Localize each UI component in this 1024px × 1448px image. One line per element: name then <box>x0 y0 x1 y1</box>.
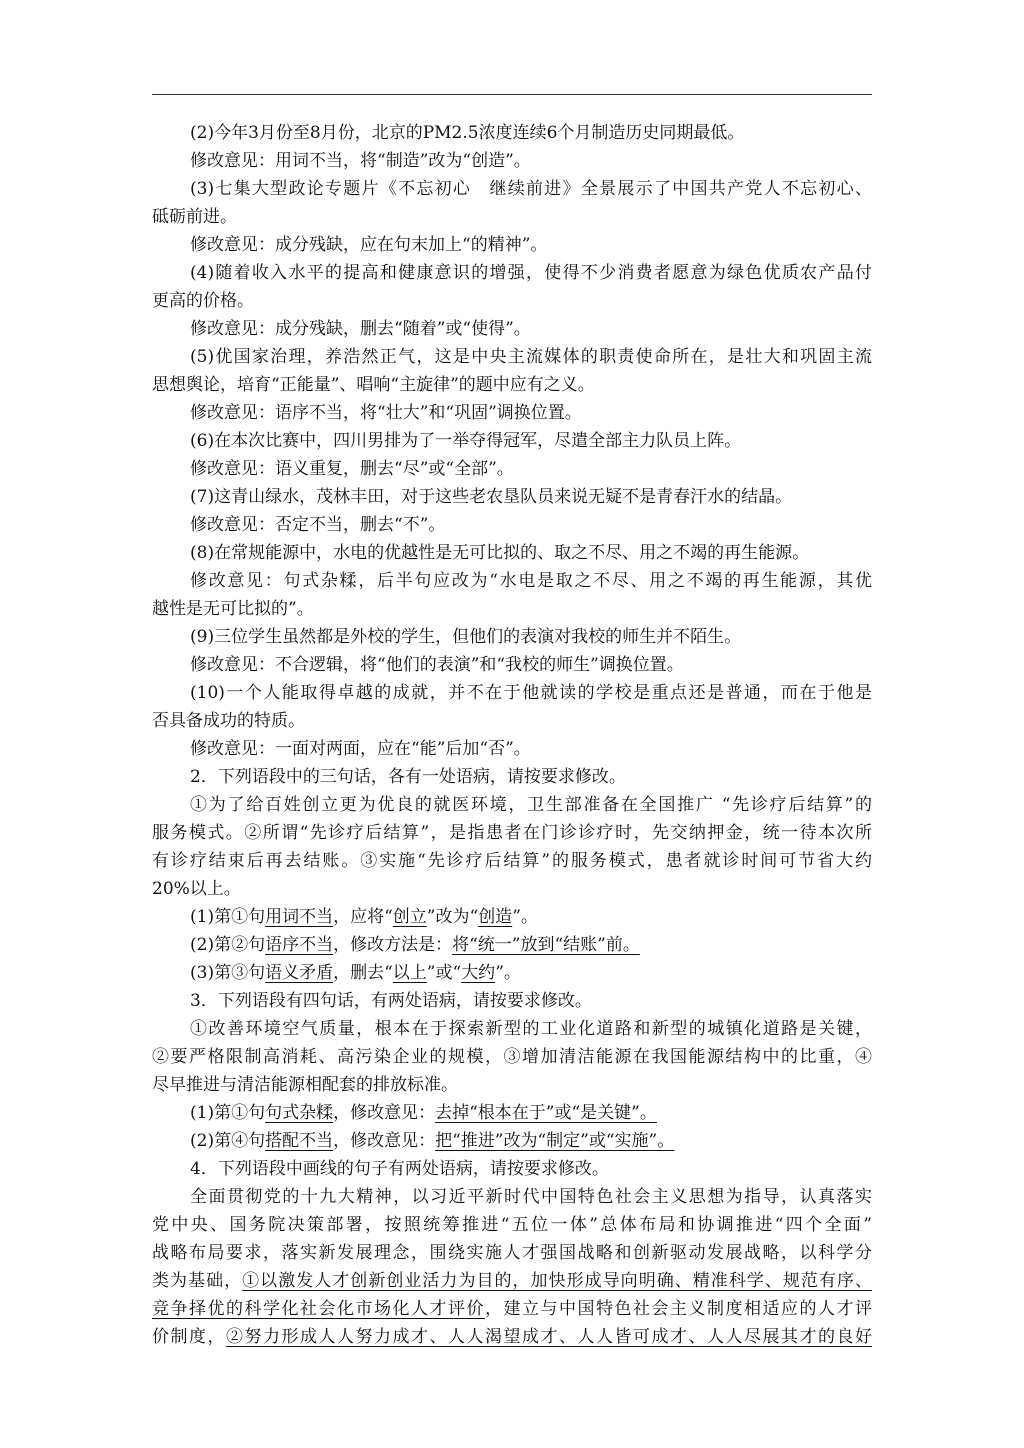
text-line <box>152 147 872 175</box>
text-line <box>152 399 872 427</box>
underlined-text: 去掉“根本在于”或“是关键”。 <box>435 1103 657 1123</box>
text-segment: ，修改意见： <box>333 1131 436 1151</box>
text-line <box>152 539 872 567</box>
underlined-text: 把“推进”改为“制定”或“实施”。 <box>435 1131 675 1151</box>
text-segment: 修改意见：不合逻辑，将“他们的表演”和“我校的师生”调换位置。 <box>190 655 684 675</box>
text-segment: 战略布局要求，落实新发展理念，围绕实施人才强国战略和创新驱动发展战略，以科学分 <box>152 1243 872 1263</box>
text-line <box>152 1099 872 1127</box>
text-line <box>152 231 872 259</box>
text-segment: (3)七集大型政论专题片《不忘初心 继续前进》全景展示了中国共产党人不忘初心、 <box>190 179 872 199</box>
text-line <box>152 427 872 455</box>
text-line <box>152 707 872 735</box>
text-segment: (5)优国家治理，养浩然正气，这是中央主流媒体的职责使命所在，是壮大和巩固主流 <box>190 347 872 367</box>
header-rule <box>152 94 872 95</box>
text-segment: 有诊疗结束后再去结账。③实施“先诊疗后结算”的服务模式，患者就诊时间可节省大约 <box>152 851 872 871</box>
text-segment: ，建立与中国特色社会主义制度相适应的人才评 <box>485 1299 872 1319</box>
underlined-text: 将“统一”放到“结账”前。 <box>452 935 640 955</box>
text-segment: ”。 <box>495 963 521 983</box>
text-segment: (10)一个人能取得卓越的成就，并不在于他就读的学校是重点还是普通，而在于他是 <box>190 683 872 703</box>
text-line <box>152 959 872 987</box>
text-line <box>152 1015 872 1043</box>
text-segment: ，修改方法是： <box>333 935 453 955</box>
text-segment: ，删去“ <box>333 963 393 983</box>
text-segment: (1)第①句 <box>190 1103 266 1123</box>
text-line <box>152 287 872 315</box>
underlined-text: 大约 <box>461 963 496 983</box>
text-segment: ①为了给百姓创立更为优良的就医环境，卫生部准备在全国推广 “先诊疗后结算”的 <box>190 795 872 815</box>
text-segment: 越性是无可比拟的”。 <box>152 599 314 619</box>
text-line <box>152 679 872 707</box>
text-segment: ②要严格限制高消耗、高污染企业的规模，③增加清洁能源在我国能源结构中的比重，④ <box>152 1047 872 1067</box>
underlined-text: 用词不当 <box>265 907 334 927</box>
text-line <box>152 1043 872 1071</box>
document-body <box>152 119 872 1351</box>
text-segment: 修改意见：否定不当，删去“不”。 <box>190 515 446 535</box>
underlined-text: 搭配不当 <box>265 1131 334 1151</box>
text-segment: 思想舆论，培育“正能量”、唱响“主旋律”的题中应有之义。 <box>152 375 595 395</box>
text-line <box>152 1183 872 1211</box>
text-segment: 20%以上。 <box>152 879 241 899</box>
text-line <box>152 987 872 1015</box>
text-segment: (2)第④句 <box>190 1131 266 1151</box>
text-segment: 类为基础， <box>152 1271 243 1291</box>
text-segment: ，修改意见： <box>333 1103 436 1123</box>
text-segment: ，应将“ <box>333 907 393 927</box>
text-line <box>152 1239 872 1267</box>
underlined-text: 语义矛盾 <box>265 963 334 983</box>
text-segment: 3．下列语段有四句话，有两处语病，请按要求修改。 <box>190 991 592 1011</box>
text-segment: 修改意见：成分残缺，应在句末加上“的精神”。 <box>190 235 548 255</box>
text-segment: (4)随着收入水平的提高和健康意识的增强，使得不少消费者愿意为绿色优质农产品付 <box>190 263 872 283</box>
text-line <box>152 623 872 651</box>
text-line <box>152 1267 872 1295</box>
text-segment: ”。 <box>512 907 538 927</box>
text-segment: 党中央、国务院决策部署，按照统筹推进“五位一体”总体布局和协调推进“四个全面” <box>152 1215 872 1235</box>
text-line <box>152 595 872 623</box>
text-segment: 修改意见：语序不当，将“壮大”和“巩固”调换位置。 <box>190 403 582 423</box>
text-line <box>152 735 872 763</box>
text-line <box>152 875 872 903</box>
text-line <box>152 175 872 203</box>
text-line <box>152 903 872 931</box>
text-segment: 修改意见：句式杂糅，后半句应改为“水电是取之不尽、用之不竭的再生能源，其优 <box>190 571 872 591</box>
text-segment: (7)这青山绿水，茂林丰田，对于这些老农垦队员来说无疑不是青春汗水的结晶。 <box>190 487 793 507</box>
text-line <box>152 651 872 679</box>
text-line <box>152 1071 872 1099</box>
text-line <box>152 819 872 847</box>
text-line <box>152 1155 872 1183</box>
text-segment: 修改意见：一面对两面，应在“能”后加“否”。 <box>190 739 531 759</box>
text-segment: ”改为“ <box>426 907 479 927</box>
text-segment: (3)第③句 <box>190 963 266 983</box>
text-segment: 修改意见：语义重复，删去“尽”或“全部”。 <box>190 459 514 479</box>
underlined-text: 以上 <box>392 963 427 983</box>
text-segment: 修改意见：用词不当，将“制造”改为“创造”。 <box>190 151 531 171</box>
text-segment: 修改意见：成分残缺，删去“随着”或“使得”。 <box>190 319 531 339</box>
text-line <box>152 567 872 595</box>
text-line <box>152 931 872 959</box>
text-line <box>152 483 872 511</box>
text-line <box>152 455 872 483</box>
underlined-text: 创造 <box>478 907 513 927</box>
text-line <box>152 1295 872 1323</box>
text-segment: (9)三位学生虽然都是外校的学生，但他们的表演对我校的师生并不陌生。 <box>190 627 742 647</box>
text-segment: (6)在本次比赛中，四川男排为了一举夺得冠军，尽遣全部主力队员上阵。 <box>190 431 742 451</box>
text-segment: 全面贯彻党的十九大精神，以习近平新时代中国特色社会主义思想为指导，认真落实 <box>190 1187 872 1207</box>
text-segment: ”或“ <box>426 963 462 983</box>
text-segment: 砥砺前进。 <box>152 207 237 227</box>
text-segment: 否具备成功的特质。 <box>152 711 305 731</box>
text-segment: (8)在常规能源中，水电的优越性是无可比拟的、取之不尽、用之不竭的再生能源。 <box>190 543 810 563</box>
underlined-text: ②努力形成人人努力成才、人人渴望成才、人人皆可成才、人人尽展其才的良好 <box>226 1327 872 1347</box>
text-line <box>152 511 872 539</box>
underlined-text: 语序不当 <box>265 935 334 955</box>
text-line <box>152 119 872 147</box>
text-line <box>152 1323 872 1351</box>
text-line <box>152 371 872 399</box>
text-segment: 尽早推进与清洁能源相配套的排放标准。 <box>152 1075 458 1095</box>
text-line <box>152 1211 872 1239</box>
text-line <box>152 203 872 231</box>
underlined-text: ①以激发人才创新创业活力为目的，加快形成导向明确、精准科学、规范有序、 <box>242 1271 873 1291</box>
text-line <box>152 791 872 819</box>
underlined-text: 竞争择优的科学化社会化市场化人才评价 <box>152 1299 485 1319</box>
text-segment: 4．下列语段中画线的句子有两处语病，请按要求修改。 <box>190 1159 609 1179</box>
text-segment: ①改善环境空气质量，根本在于探索新型的工业化道路和新型的城镇化道路是关键， <box>190 1019 872 1039</box>
text-line <box>152 259 872 287</box>
text-line <box>152 343 872 371</box>
text-segment: 价制度， <box>152 1327 226 1347</box>
text-line <box>152 847 872 875</box>
text-segment: 服务模式。②所谓“先诊疗后结算”，是指患者在门诊诊疗时，先交纳押金，统一待本次所 <box>152 823 872 843</box>
underlined-text: 句式杂糅 <box>265 1103 334 1123</box>
underlined-text: 创立 <box>392 907 427 927</box>
text-segment: (1)第①句 <box>190 907 266 927</box>
text-line <box>152 763 872 791</box>
text-line <box>152 1127 872 1155</box>
text-segment: 2．下列语段中的三句话，各有一处语病，请按要求修改。 <box>190 767 626 787</box>
text-segment: (2)今年3月份至8月份，北京的PM2.5浓度连续6个月制造历史同期最低。 <box>190 123 745 143</box>
text-segment: 更高的价格。 <box>152 291 254 311</box>
text-segment: (2)第②句 <box>190 935 266 955</box>
text-line <box>152 315 872 343</box>
